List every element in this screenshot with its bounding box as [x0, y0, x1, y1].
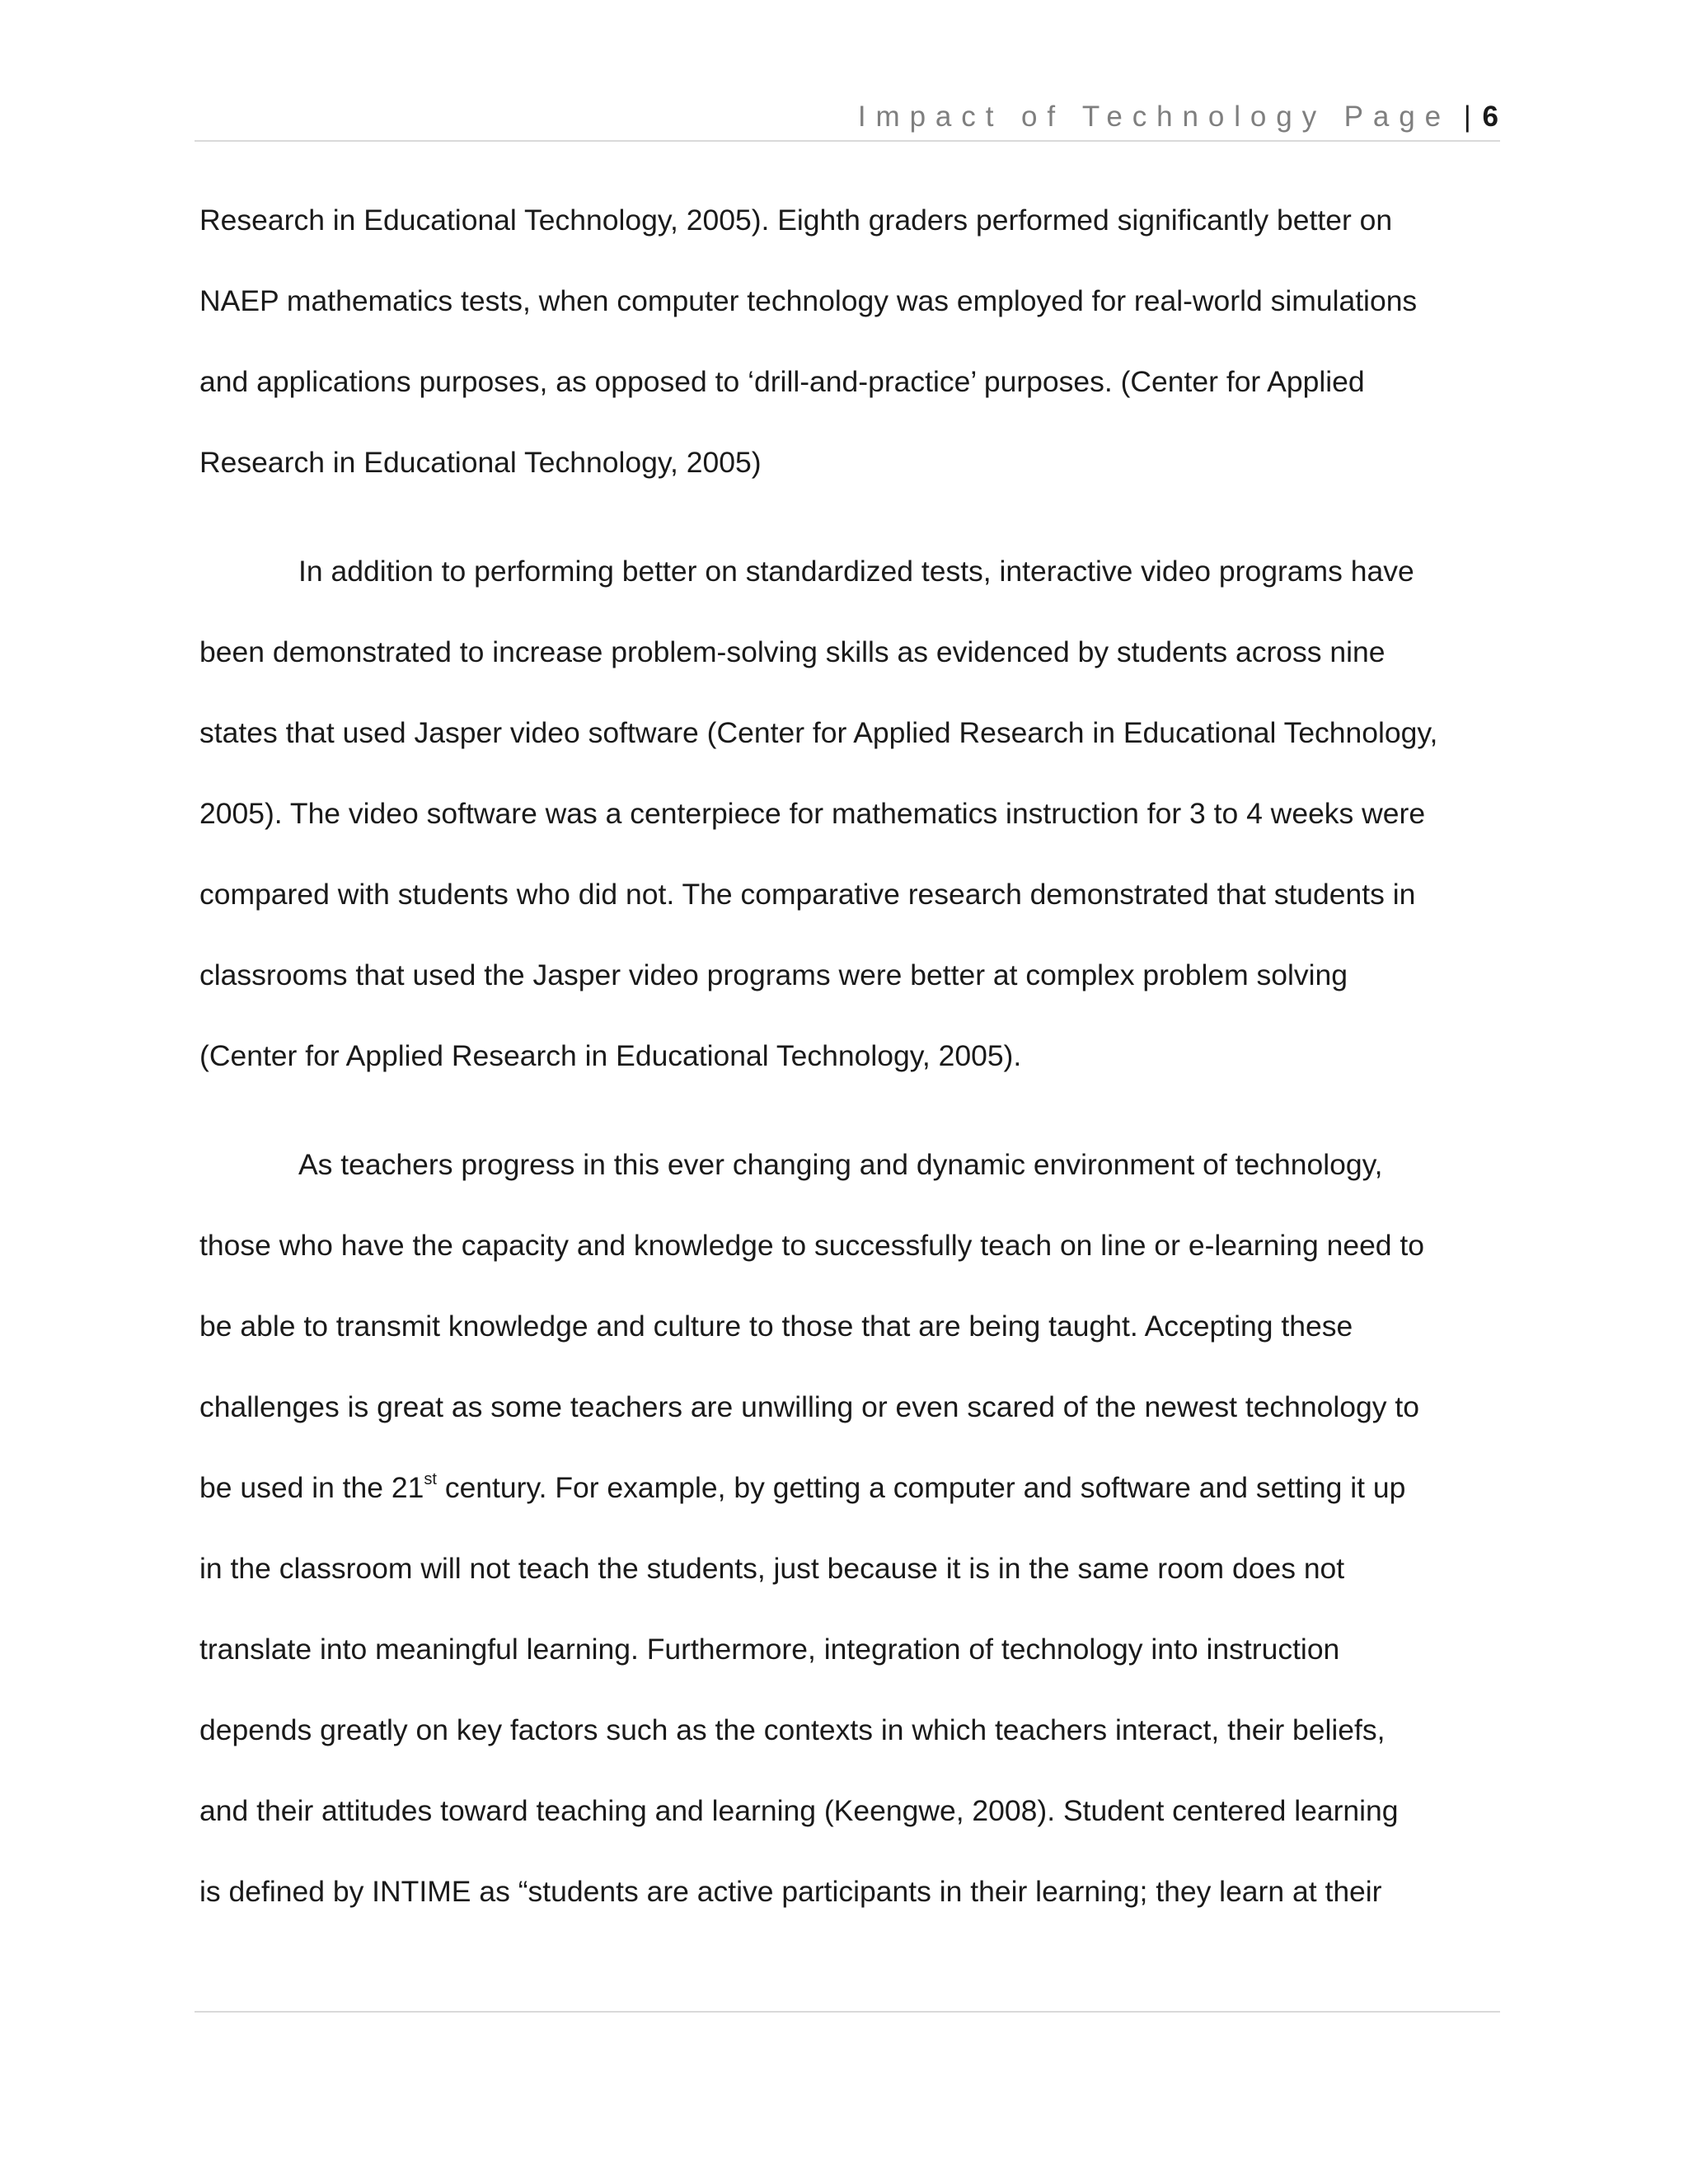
paragraph	[199, 1138, 1518, 1946]
header-separator: |	[1463, 101, 1471, 133]
text-line: be used in the 21st century. For example, by getting a computer and software and setting it up	[199, 1470, 1406, 1504]
text-line: In addition to performing better on standardized tests, interactive video programs have	[298, 555, 1414, 588]
text-line: and applications purposes, as opposed to ‘drill-and-practice’ purposes. (Center for Applied	[199, 365, 1365, 398]
superscript: st	[424, 1470, 437, 1488]
text-line: translate into meaningful learning. Furthermore, integration of technology into instruction	[199, 1633, 1340, 1666]
paragraph	[199, 194, 1518, 517]
text-line: 2005). The video software was a centerpiece for mathematics instruction for 3 to 4 weeks were	[199, 797, 1426, 830]
page-header	[195, 97, 1500, 142]
text-line: been demonstrated to increase problem-solving skills as evidenced by students across nine	[199, 635, 1386, 668]
footer-rule	[195, 2011, 1500, 2013]
text-line: As teachers progress in this ever changing and dynamic environment of technology,	[298, 1148, 1383, 1181]
paragraph	[199, 545, 1518, 1110]
text-line: be able to transmit knowledge and culture to those that are being taught. Accepting these	[199, 1310, 1353, 1343]
text-line: states that used Jasper video software (Center for Applied Research in Educational Technology,	[199, 716, 1438, 749]
text-line: and their attitudes toward teaching and learning (Keengwe, 2008). Student centered learning	[199, 1794, 1399, 1827]
text-line: Research in Educational Technology, 2005)	[199, 446, 762, 479]
text-line: NAEP mathematics tests, when computer technology was employed for real-world simulations	[199, 284, 1418, 317]
text-line: depends greatly on key factors such as the contexts in which teachers interact, their beliefs,	[199, 1713, 1386, 1746]
text-line: challenges is great as some teachers are unwilling or even scared of the newest technology to	[199, 1390, 1420, 1423]
paragraph-gap	[199, 1110, 1518, 1138]
text-line: (Center for Applied Research in Educational Technology, 2005).	[199, 1039, 1022, 1072]
text-line: compared with students who did not. The comparative research demonstrated that students in	[199, 878, 1416, 911]
header-title: Impact of Technology Page	[857, 101, 1451, 133]
header-text	[858, 97, 1498, 137]
text-line: Research in Educational Technology, 2005). Eighth graders performed significantly better on	[199, 204, 1393, 237]
text-line: in the classroom will not teach the students, just because it is in the same room does not	[199, 1552, 1345, 1585]
text-line: is defined by INTIME as “students are active participants in their learning; they learn at their	[199, 1875, 1382, 1908]
page-number: 6	[1482, 101, 1498, 133]
document-body	[199, 194, 1518, 1946]
text-line: those who have the capacity and knowledge to successfully teach on line or e-learning need to	[199, 1229, 1425, 1262]
paragraph-gap	[199, 517, 1518, 545]
text-line: classrooms that used the Jasper video programs were better at complex problem solving	[199, 958, 1348, 991]
